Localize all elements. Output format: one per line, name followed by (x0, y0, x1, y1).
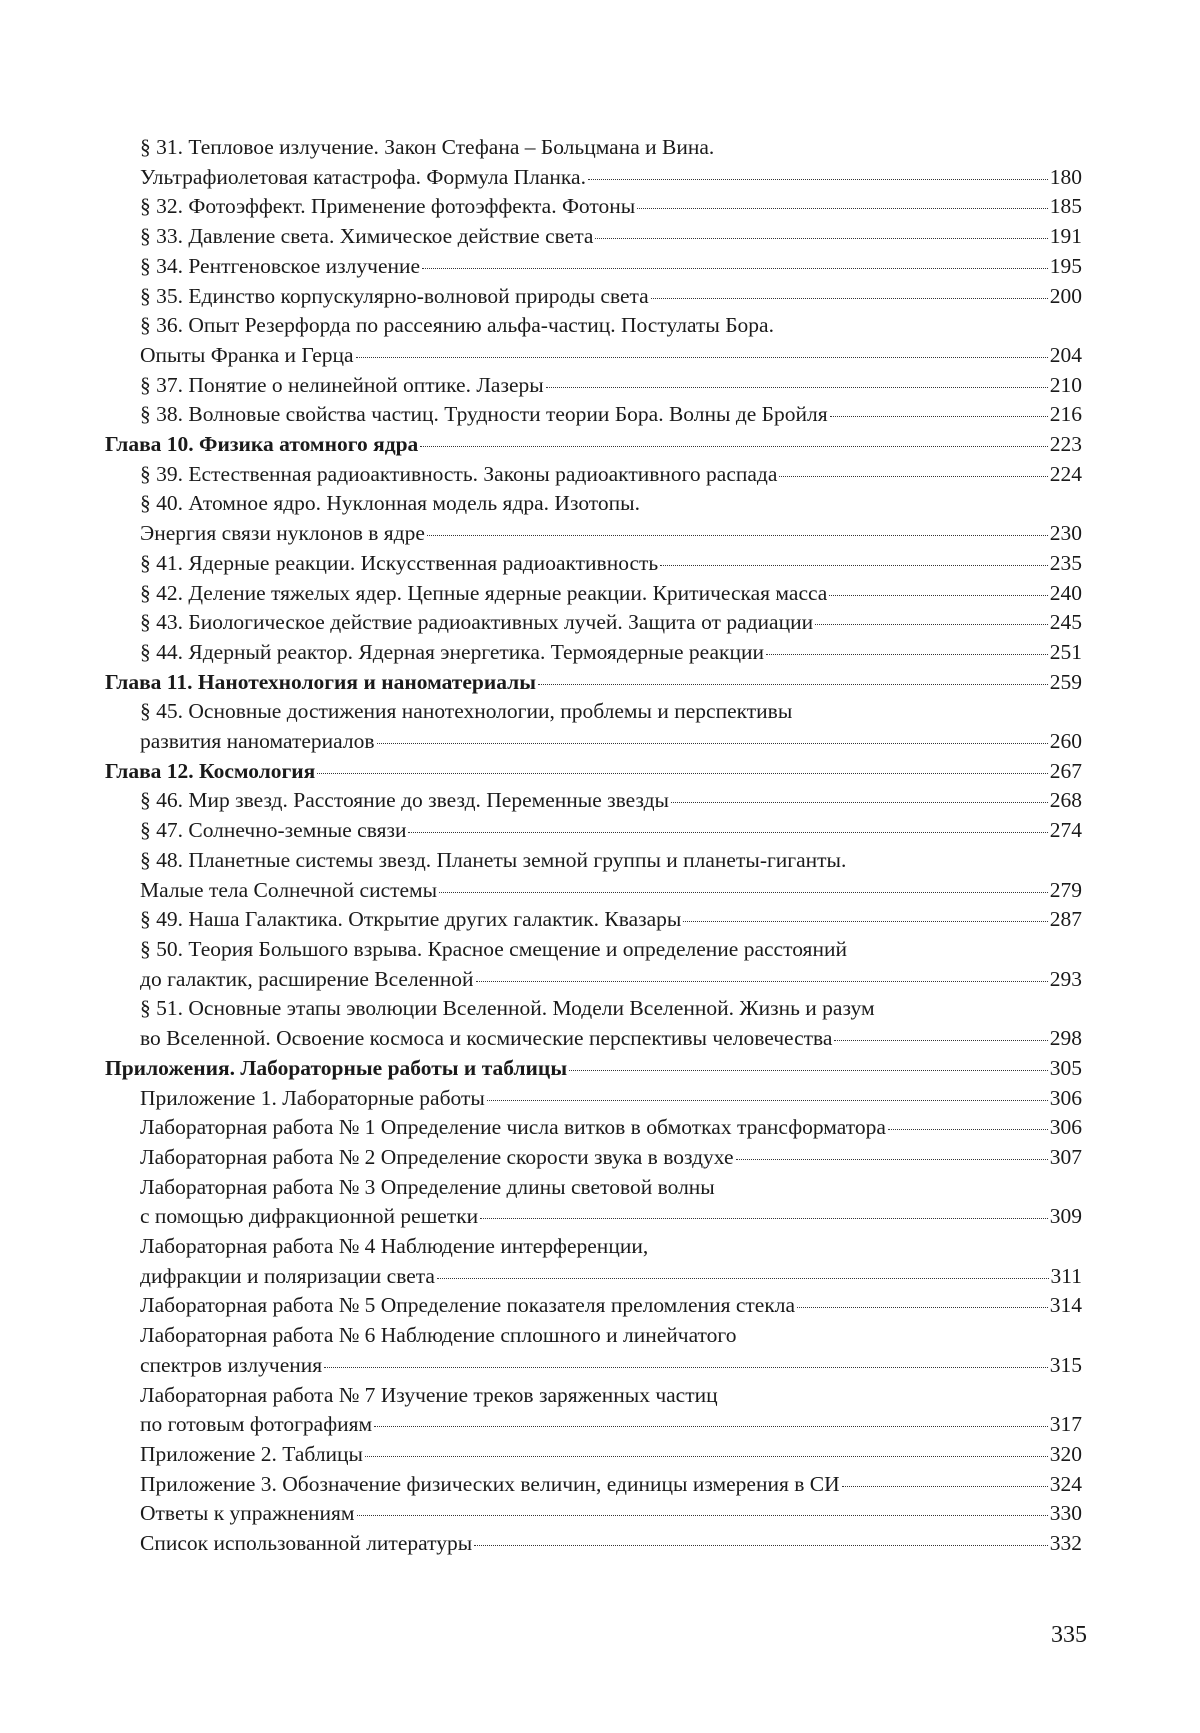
toc-entry-line (140, 905, 1082, 935)
toc-section-entry (105, 994, 1082, 1053)
toc-page-number: 330 (1050, 1499, 1082, 1529)
toc-page-number: 191 (1050, 222, 1082, 252)
toc-entry-title: § 33. Давление света. Химическое действие света (140, 222, 593, 252)
toc-entry-title: Приложение 2. Таблицы (140, 1440, 363, 1470)
toc-page-number: 306 (1050, 1113, 1082, 1143)
toc-entry-line (140, 786, 1082, 816)
dot-leader (834, 1040, 1047, 1041)
dot-leader (736, 1159, 1048, 1160)
toc-section-entry (105, 816, 1082, 846)
toc-page-number: 274 (1050, 816, 1082, 846)
toc-entry-line (140, 1291, 1082, 1321)
toc-entry-title: Малые тела Солнечной системы (140, 876, 437, 906)
dot-leader (830, 416, 1048, 417)
toc-page-number: 235 (1050, 549, 1082, 579)
toc-page-number: 293 (1050, 965, 1082, 995)
toc-section-entry (105, 282, 1082, 312)
toc-entry-title: § 47. Солнечно-земные связи (140, 816, 406, 846)
toc-entry-title: § 38. Волновые свойства частиц. Трудности теории Бора. Волны де Бройля (140, 400, 828, 430)
toc-page-number: 260 (1050, 727, 1082, 757)
toc-entry-line (140, 311, 1082, 341)
toc-entry-line (140, 282, 1082, 312)
page-number: 335 (1037, 1622, 1087, 1649)
toc-entry-title: с помощью дифракционной решетки (140, 1202, 478, 1232)
toc-entry-line (140, 519, 1082, 549)
dot-leader (595, 238, 1047, 239)
toc-entry-line (140, 400, 1082, 430)
dot-leader (324, 1367, 1048, 1368)
toc-entry-title: Опыты Франка и Герца (140, 341, 354, 371)
toc-page-number: 305 (1050, 1054, 1082, 1084)
toc-entry-title: § 36. Опыт Резерфорда по рассеянию альфа-частиц. Постулаты Бора. (140, 311, 774, 341)
toc-page-number: 204 (1050, 341, 1082, 371)
toc-entry-title: Приложение 3. Обозначение физических величин, единицы измерения в СИ (140, 1470, 840, 1500)
toc-section-entry (105, 697, 1082, 756)
toc-section-entry (105, 133, 1082, 192)
toc-entry-line (140, 1084, 1082, 1114)
table-of-contents (105, 133, 1082, 1559)
toc-entry-line (140, 133, 1082, 163)
toc-entry-line (140, 192, 1082, 222)
toc-entry-title: § 34. Рентгеновское излучение (140, 252, 420, 282)
toc-page-number: 298 (1050, 1024, 1082, 1054)
toc-entry-line (140, 876, 1082, 906)
toc-entry-line (140, 222, 1082, 252)
toc-page-number: 268 (1050, 786, 1082, 816)
toc-entry-line (140, 252, 1082, 282)
toc-entry-line (140, 846, 1082, 876)
toc-entry-line (140, 1351, 1082, 1381)
toc-chapter-entry (105, 757, 1082, 787)
toc-page-number: 307 (1050, 1143, 1082, 1173)
dot-leader (422, 268, 1048, 269)
toc-section-entry (105, 579, 1082, 609)
toc-section-entry (105, 846, 1082, 905)
toc-entry-line (140, 1440, 1082, 1470)
toc-entry-title: § 41. Ядерные реакции. Искусственная радиоактивность (140, 549, 658, 579)
toc-entry-title: § 48. Планетные системы звезд. Планеты земной группы и планеты-гиганты. (140, 846, 846, 876)
dot-leader (660, 565, 1048, 566)
dot-leader (408, 832, 1047, 833)
toc-entry-title: Глава 11. Нанотехнология и наноматериалы (105, 668, 536, 698)
toc-entry-title: § 42. Деление тяжелых ядер. Цепные ядерные реакции. Критическая масса (140, 579, 827, 609)
toc-page-number: 279 (1050, 876, 1082, 906)
toc-entry-line (140, 638, 1082, 668)
toc-entry-line (140, 1143, 1082, 1173)
toc-section-entry (105, 311, 1082, 370)
toc-page-number: 216 (1050, 400, 1082, 430)
toc-entry-title: § 43. Биологическое действие радиоактивных лучей. Защита от радиации (140, 608, 813, 638)
dot-leader (437, 1278, 1049, 1279)
toc-entry-line (140, 371, 1082, 401)
dot-leader (357, 1515, 1048, 1516)
toc-section-entry (105, 1381, 1082, 1440)
toc-section-entry (105, 1084, 1082, 1114)
toc-section-entry (105, 1291, 1082, 1321)
toc-section-entry (105, 192, 1082, 222)
toc-page-number: 317 (1050, 1410, 1082, 1440)
toc-entry-title: § 32. Фотоэффект. Применение фотоэффекта. Фотоны (140, 192, 635, 222)
toc-page-number: 309 (1050, 1202, 1082, 1232)
toc-entry-title: Энергия связи нуклонов в ядре (140, 519, 425, 549)
toc-entry-title: Лабораторная работа № 6 Наблюдение сплошного и линейчатого (140, 1321, 736, 1351)
toc-entry-title: § 50. Теория Большого взрыва. Красное смещение и определение расстояний (140, 935, 847, 965)
toc-page-number: 332 (1050, 1529, 1082, 1559)
toc-entry-title: Ультрафиолетовая катастрофа. Формула Планка. (140, 163, 586, 193)
toc-entry-line (140, 994, 1082, 1024)
toc-entry-line (140, 1499, 1082, 1529)
toc-page-number: 311 (1051, 1262, 1082, 1292)
toc-entry-line (140, 697, 1082, 727)
toc-section-entry (105, 786, 1082, 816)
toc-section-entry (105, 1232, 1082, 1291)
toc-entry-line (140, 1381, 1082, 1411)
toc-entry-title: Глава 12. Космология (105, 757, 315, 787)
toc-entry-line (140, 1232, 1082, 1262)
dot-leader (365, 1456, 1048, 1457)
toc-page-number: 320 (1050, 1440, 1082, 1470)
dot-leader (427, 535, 1048, 536)
toc-page-number: 200 (1050, 282, 1082, 312)
toc-entry-line (140, 489, 1082, 519)
toc-page-number: 240 (1050, 579, 1082, 609)
toc-entry-title: спектров излучения (140, 1351, 322, 1381)
toc-entry-title: до галактик, расширение Вселенной (140, 965, 474, 995)
toc-page-number: 324 (1050, 1470, 1082, 1500)
toc-entry-line (140, 1202, 1082, 1232)
toc-page-number: 306 (1050, 1084, 1082, 1114)
toc-chapter-entry (105, 1054, 1082, 1084)
toc-section-entry (105, 935, 1082, 994)
toc-section-entry (105, 489, 1082, 548)
toc-entry-title: § 39. Естественная радиоактивность. Законы радиоактивного распада (140, 460, 777, 490)
dot-leader (439, 892, 1048, 893)
toc-entry-title: § 49. Наша Галактика. Открытие других галактик. Квазары (140, 905, 681, 935)
toc-entry-title: § 45. Основные достижения нанотехнологии, проблемы и перспективы (140, 697, 792, 727)
toc-entry-title: § 51. Основные этапы эволюции Вселенной. Модели Вселенной. Жизнь и разум (140, 994, 875, 1024)
toc-entry-line (140, 341, 1082, 371)
toc-entry-title: развития наноматериалов (140, 727, 375, 757)
dot-leader (480, 1218, 1048, 1219)
toc-chapter-entry (105, 430, 1082, 460)
toc-entry-line (140, 1529, 1082, 1559)
toc-section-entry (105, 400, 1082, 430)
toc-section-entry (105, 905, 1082, 935)
toc-entry-title: Лабораторная работа № 1 Определение числа витков в обмотках трансформатора (140, 1113, 886, 1143)
toc-entry-line (140, 1113, 1082, 1143)
dot-leader (420, 446, 1047, 447)
toc-entry-title: § 44. Ядерный реактор. Ядерная энергетика. Термоядерные реакции (140, 638, 764, 668)
toc-entry-title: Лабораторная работа № 4 Наблюдение интерференции, (140, 1232, 648, 1262)
toc-page-number: 267 (1050, 757, 1082, 787)
toc-page-number: 223 (1050, 430, 1082, 460)
dot-leader (374, 1426, 1048, 1427)
toc-section-entry (105, 222, 1082, 252)
toc-entry-line (140, 1410, 1082, 1440)
toc-entry-title: Лабораторная работа № 3 Определение длины световой волны (140, 1173, 715, 1203)
toc-entry-title: § 35. Единство корпускулярно-волновой природы света (140, 282, 649, 312)
toc-entry-line (140, 935, 1082, 965)
toc-entry-line (140, 1262, 1082, 1292)
toc-section-entry (105, 1173, 1082, 1232)
toc-page-number: 259 (1050, 668, 1082, 698)
toc-section-entry (105, 1113, 1082, 1143)
toc-entry-title: по готовым фотографиям (140, 1410, 372, 1440)
toc-section-entry (105, 460, 1082, 490)
toc-entry-line (105, 668, 1082, 698)
dot-leader (546, 387, 1048, 388)
dot-leader (683, 921, 1047, 922)
toc-entry-title: § 31. Тепловое излучение. Закон Стефана – Больцмана и Вина. (140, 133, 714, 163)
toc-section-entry (105, 1440, 1082, 1470)
toc-entry-line (140, 549, 1082, 579)
toc-entry-line (140, 1024, 1082, 1054)
dot-leader (815, 624, 1048, 625)
toc-entry-line (140, 579, 1082, 609)
toc-page-number: 315 (1050, 1351, 1082, 1381)
toc-entry-line (140, 163, 1082, 193)
toc-entry-title: Список использованной литературы (140, 1529, 472, 1559)
toc-entry-line (140, 1321, 1082, 1351)
toc-page-number: 195 (1050, 252, 1082, 282)
dot-leader (779, 476, 1047, 477)
dot-leader (377, 743, 1048, 744)
toc-page-number: 230 (1050, 519, 1082, 549)
toc-entry-line (140, 727, 1082, 757)
toc-entry-title: § 40. Атомное ядро. Нуклонная модель ядра. Изотопы. (140, 489, 640, 519)
dot-leader (766, 654, 1048, 655)
dot-leader (651, 298, 1048, 299)
toc-page-number: 210 (1050, 371, 1082, 401)
dot-leader (356, 357, 1048, 358)
toc-entry-line (140, 816, 1082, 846)
toc-page-number: 251 (1050, 638, 1082, 668)
toc-section-entry (105, 638, 1082, 668)
dot-leader (588, 179, 1048, 180)
dot-leader (671, 802, 1048, 803)
toc-section-entry (105, 1143, 1082, 1173)
toc-entry-line (140, 965, 1082, 995)
dot-leader (842, 1486, 1048, 1487)
toc-entry-title: Глава 10. Физика атомного ядра (105, 430, 418, 460)
dot-leader (538, 684, 1048, 685)
toc-entry-line (105, 1054, 1082, 1084)
toc-page-number: 314 (1050, 1291, 1082, 1321)
toc-entry-line (105, 757, 1082, 787)
toc-page-number: 287 (1050, 905, 1082, 935)
dot-leader (888, 1129, 1048, 1130)
toc-entry-line (140, 1470, 1082, 1500)
toc-entry-line (140, 1173, 1082, 1203)
dot-leader (317, 773, 1047, 774)
toc-entry-line (140, 608, 1082, 638)
toc-entry-title: Приложение 1. Лабораторные работы (140, 1084, 485, 1114)
toc-entry-line (105, 430, 1082, 460)
toc-page-number: 224 (1050, 460, 1082, 490)
toc-entry-title: Лабораторная работа № 5 Определение показателя преломления стекла (140, 1291, 795, 1321)
dot-leader (487, 1100, 1048, 1101)
toc-page-number: 180 (1050, 163, 1082, 193)
toc-entry-title: во Вселенной. Освоение космоса и космические перспективы человечества (140, 1024, 832, 1054)
toc-entry-title: Лабораторная работа № 2 Определение скорости звука в воздухе (140, 1143, 734, 1173)
dot-leader (569, 1070, 1048, 1071)
toc-entry-title: Приложения. Лабораторные работы и таблицы (105, 1054, 567, 1084)
toc-entry-title: дифракции и поляризации света (140, 1262, 435, 1292)
dot-leader (476, 981, 1048, 982)
toc-section-entry (105, 1470, 1082, 1500)
toc-page-number: 185 (1050, 192, 1082, 222)
toc-entry-title: Лабораторная работа № 7 Изучение треков заряженных частиц (140, 1381, 718, 1411)
toc-section-entry (105, 608, 1082, 638)
toc-chapter-entry (105, 668, 1082, 698)
dot-leader (637, 208, 1048, 209)
toc-entry-title: § 46. Мир звезд. Расстояние до звезд. Переменные звезды (140, 786, 669, 816)
dot-leader (797, 1307, 1048, 1308)
toc-section-entry (105, 371, 1082, 401)
toc-entry-title: Ответы к упражнениям (140, 1499, 355, 1529)
toc-section-entry (105, 1499, 1082, 1529)
toc-page-number: 245 (1050, 608, 1082, 638)
toc-section-entry (105, 1321, 1082, 1380)
toc-section-entry (105, 549, 1082, 579)
toc-section-entry (105, 1529, 1082, 1559)
toc-section-entry (105, 252, 1082, 282)
toc-entry-line (140, 460, 1082, 490)
dot-leader (474, 1545, 1048, 1546)
dot-leader (829, 595, 1047, 596)
toc-entry-title: § 37. Понятие о нелинейной оптике. Лазеры (140, 371, 544, 401)
